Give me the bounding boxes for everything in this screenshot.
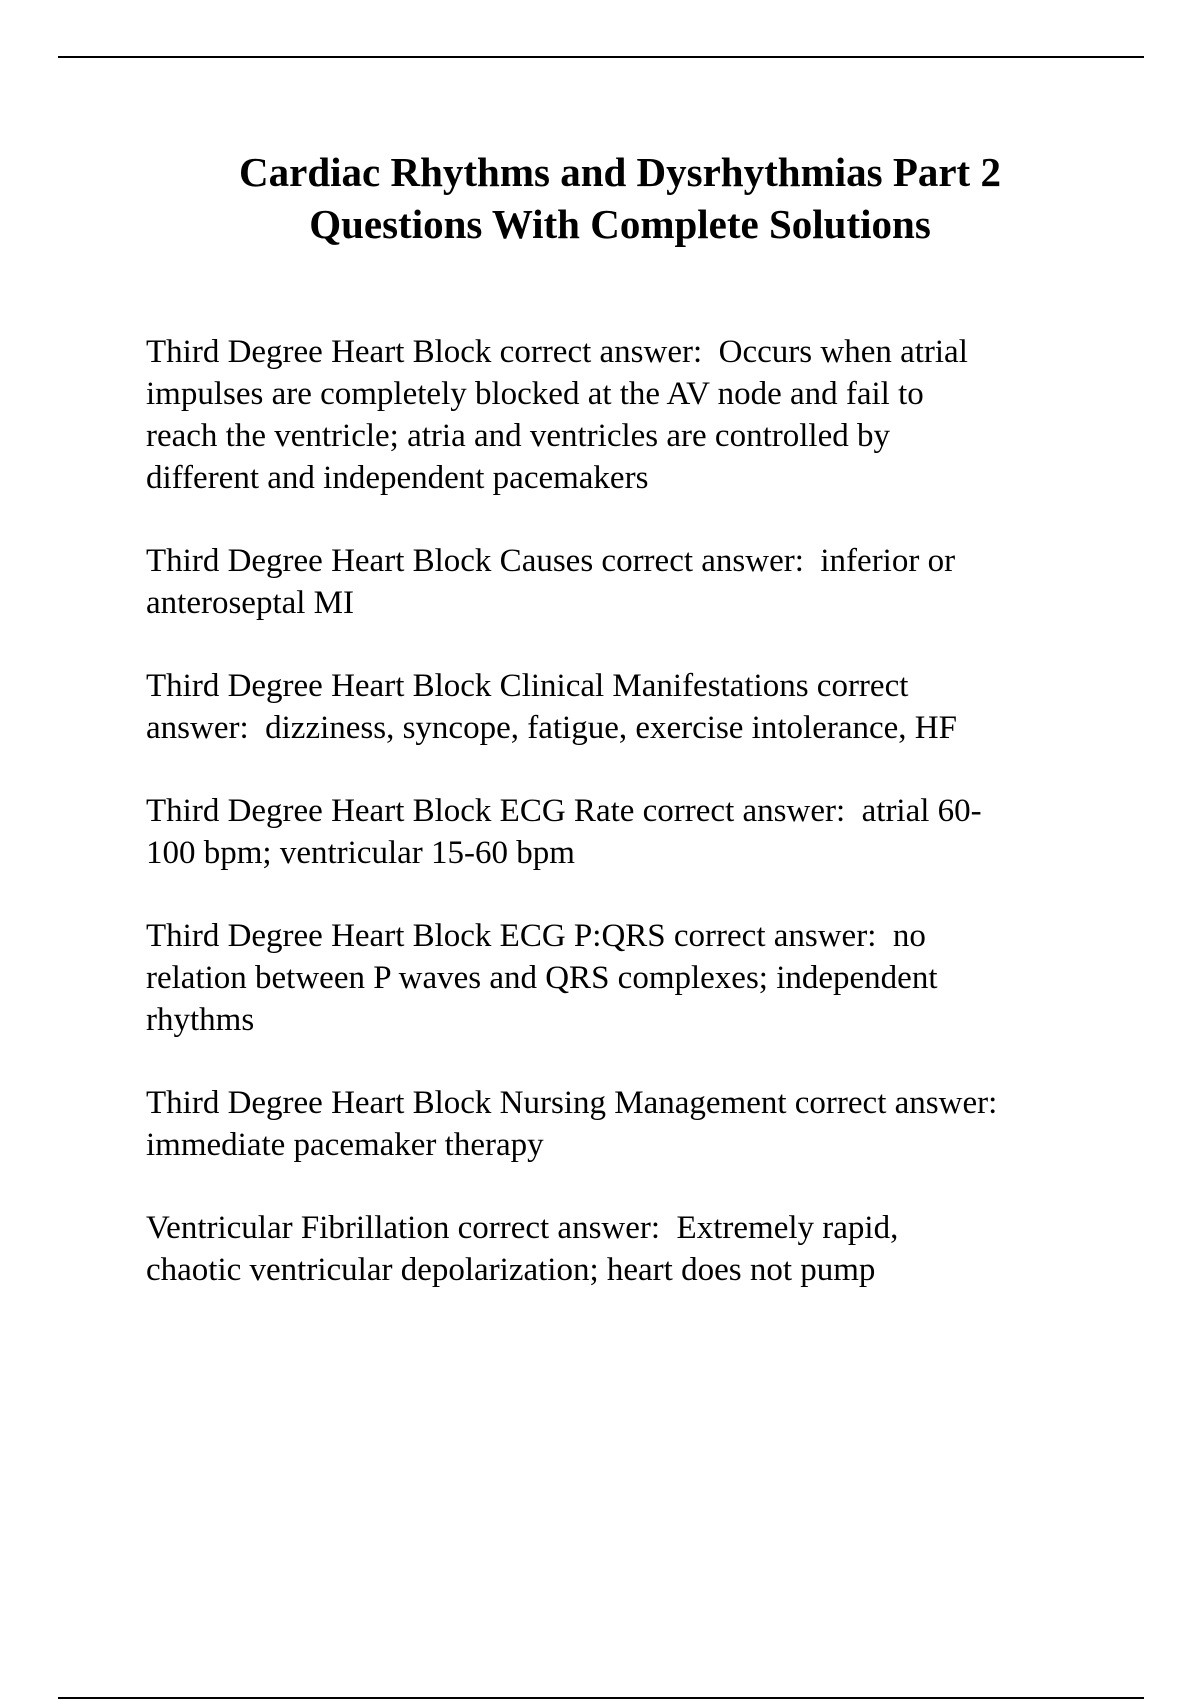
entry-line: 100 bpm; ventricular 15-60 bpm bbox=[146, 835, 575, 871]
entry-line: Third Degree Heart Block correct answer: Occurs when atrial bbox=[146, 334, 968, 370]
entry-line: Ventricular Fibrillation correct answer: Extremely rapid, bbox=[146, 1210, 899, 1246]
qa-entry bbox=[146, 1207, 1106, 1291]
qa-entry bbox=[146, 915, 1106, 1041]
bottom-rule bbox=[58, 1697, 1144, 1699]
entry-line: Third Degree Heart Block Clinical Manifestations correct bbox=[146, 668, 909, 704]
entry-line: Third Degree Heart Block ECG Rate correct answer: atrial 60- bbox=[146, 793, 982, 829]
entry-line: chaotic ventricular depolarization; heart does not pump bbox=[146, 1252, 876, 1288]
entry-line: immediate pacemaker therapy bbox=[146, 1127, 544, 1163]
qa-list bbox=[146, 331, 1106, 1291]
entry-line: Third Degree Heart Block ECG P:QRS correct answer: no bbox=[146, 918, 926, 954]
entry-line: rhythms bbox=[146, 1002, 255, 1038]
entry-line: Third Degree Heart Block Nursing Management correct answer: bbox=[146, 1085, 998, 1121]
entry-line: relation between P waves and QRS complexes; independent bbox=[146, 960, 938, 996]
title-line: Questions With Complete Solutions bbox=[309, 201, 931, 247]
entry-line: Third Degree Heart Block Causes correct answer: inferior or bbox=[146, 543, 956, 579]
title-line: Cardiac Rhythms and Dysrhythmias Part 2 bbox=[239, 149, 1001, 195]
qa-entry bbox=[146, 540, 1106, 624]
qa-entry bbox=[146, 790, 1106, 874]
document-title bbox=[0, 146, 1200, 250]
entry-line: different and independent pacemakers bbox=[146, 460, 649, 496]
qa-entry bbox=[146, 331, 1106, 499]
entry-line: anteroseptal MI bbox=[146, 585, 355, 621]
qa-entry bbox=[146, 665, 1106, 749]
qa-entry bbox=[146, 1082, 1106, 1166]
entry-line: impulses are completely blocked at the AV node and fail to bbox=[146, 376, 924, 412]
top-rule bbox=[58, 56, 1144, 58]
entry-line: reach the ventricle; atria and ventricles are controlled by bbox=[146, 418, 890, 454]
entry-line: answer: dizziness, syncope, fatigue, exercise intolerance, HF bbox=[146, 710, 957, 746]
